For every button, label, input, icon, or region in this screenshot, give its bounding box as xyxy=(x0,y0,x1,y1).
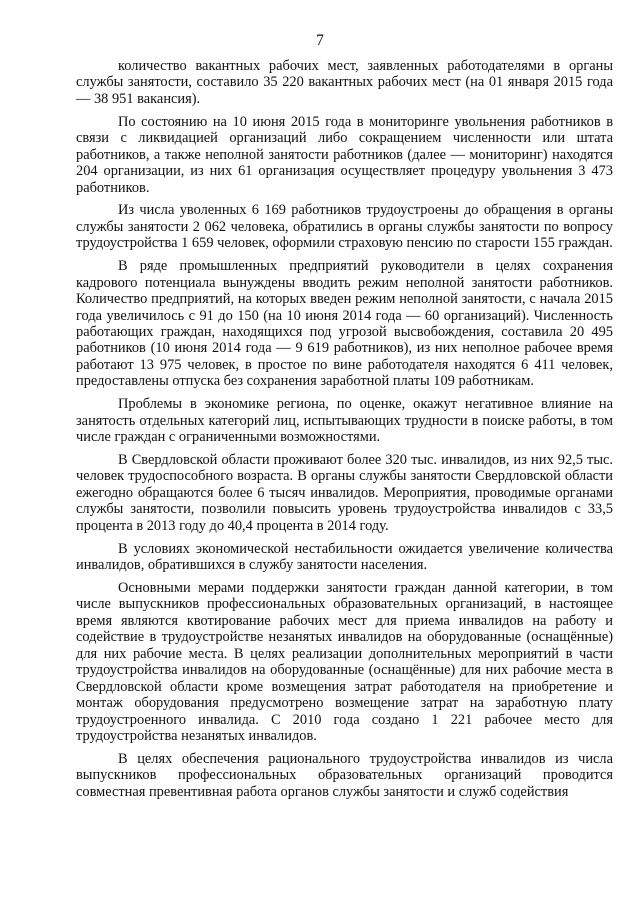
paragraph-part-time-employment: В ряде промышленных предприятий руководители в целях сохранения кадрового потенциала вынуждены вводить режим неполной занятости работников. Количество предприятий, на которых введен режим неполной занятости, с начала 2015 года увеличилось с 91 до 150 (на 10 июня 2014 года — 60 организаций). Численность работающих граждан, находящихся под угрозой высвобождения, составила 20 495 работников (10 июня 2014 года — 9 619 работников), из них неполное рабочее время работают 13 975 человек, в простое по вине работодателя находятся 6 411 человек, предоставлены отпуска без сохранения заработной платы 109 работникам. xyxy=(76,258,613,390)
paragraph-vacancies: количество вакантных рабочих мест, заявленных работодателями в органы службы занятости, составило 35 220 вакантных рабочих мест (на 01 января 2015 года — 38 951 вакансия). xyxy=(76,58,613,107)
document-body xyxy=(76,58,613,800)
paragraph-dismissed-workers: Из числа уволенных 6 169 работников трудоустроены до обращения в органы службы занятости 2 062 человека, обратились в органы службы занятости по вопросу трудоустройства 1 659 человек, оформили страховую пенсию по старости 155 граждан. xyxy=(76,202,613,252)
paragraph-support-measures: Основными мерами поддержки занятости граждан данной категории, в том числе выпускников профессиональных образовательных организаций, в настоящее время являются квотирование рабочих мест для приема инвалидов на работу и содействие в трудоустройстве незанятых инвалидов на оборудованные (оснащённые) для них рабочие места. В целях реализации дополнительных мероприятий в части трудоустройства инвалидов на оборудованные (оснащённые) для них рабочие места в Свердловской области кроме возмещения затрат работодателя на приобретение и монтаж оборудования предусмотрено возмещение затрат на заработную плату трудоустроенного инвалида. С 2010 года создано 1 221 рабочее место для трудоустройства незанятых инвалидов. xyxy=(76,579,613,744)
paragraph-monitoring: По состоянию на 10 июня 2015 года в мониторинге увольнения работников в связи с ликвидацией организаций либо сокращением численности или штата работников, а также неполной занятости работников (далее — мониторинг) находятся 204 организации, из них 61 организация осуществляет процедуру увольнения 3 473 работников. xyxy=(76,113,613,196)
page-number: 7 xyxy=(316,32,324,49)
paragraph-instability: В условиях экономической нестабильности ожидается увеличение количества инвалидов, обратившихся в службу занятости населения. xyxy=(76,540,613,574)
paragraph-economic-problems: Проблемы в экономике региона, по оценке, окажут негативное влияние на занятость отдельных категорий лиц, испытывающих трудности в поиске работы, в том числе граждан с ограниченными возможностями. xyxy=(76,396,613,446)
paragraph-disabled-statistics: В Свердловской области проживают более 320 тыс. инвалидов, из них 92,5 тыс. человек трудоспособного возраста. В органы службы занятости Свердловской области ежегодно обращаются более 6 тысяч инвалидов. Мероприятия, проводимые органами службы занятости, позволили повысить уровень трудоустройства инвалидов с 33,5 процента в 2013 году до 40,4 процента в 2014 году. xyxy=(76,451,613,534)
paragraph-graduates-employment: В целях обеспечения рационального трудоустройства инвалидов из числа выпускников профессиональных образовательных организаций проводится совместная превентивная работа органов службы занятости и служб содействия xyxy=(76,750,613,800)
